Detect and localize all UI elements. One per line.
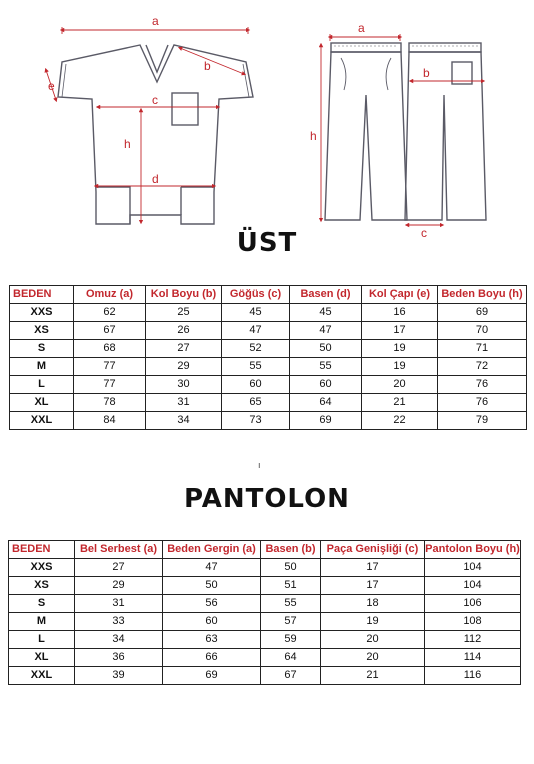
measure-cell: 47 bbox=[163, 559, 261, 577]
measure-cell: 27 bbox=[146, 340, 222, 358]
measure-cell: 45 bbox=[222, 304, 290, 322]
measure-cell: 112 bbox=[425, 631, 521, 649]
ust-header-cell: Omuz (a) bbox=[74, 286, 146, 304]
garment-diagram bbox=[0, 0, 534, 240]
top-label-h: h bbox=[124, 137, 131, 151]
ust-header-cell: BEDEN bbox=[10, 286, 74, 304]
top-label-c: c bbox=[152, 93, 158, 107]
measure-cell: 29 bbox=[75, 577, 163, 595]
measure-cell: 84 bbox=[74, 412, 146, 430]
size-cell: S bbox=[9, 595, 75, 613]
table-row bbox=[10, 412, 527, 430]
size-cell: XXL bbox=[10, 412, 74, 430]
size-cell: XS bbox=[10, 322, 74, 340]
measure-cell: 70 bbox=[438, 322, 527, 340]
ust-section-title: ÜST bbox=[236, 228, 298, 258]
table-row bbox=[10, 322, 527, 340]
measure-cell: 29 bbox=[146, 358, 222, 376]
measure-cell: 78 bbox=[74, 394, 146, 412]
measure-cell: 30 bbox=[146, 376, 222, 394]
size-cell: L bbox=[10, 376, 74, 394]
top-label-e: e bbox=[48, 79, 55, 93]
measure-cell: 27 bbox=[75, 559, 163, 577]
table-row bbox=[10, 358, 527, 376]
pant-header-cell: Bel Serbest (a) bbox=[75, 541, 163, 559]
ust-header-cell: Beden Boyu (h) bbox=[438, 286, 527, 304]
measure-cell: 66 bbox=[163, 649, 261, 667]
measure-cell: 17 bbox=[321, 559, 425, 577]
measure-cell: 20 bbox=[321, 649, 425, 667]
measure-cell: 104 bbox=[425, 577, 521, 595]
pant-header-cell: Paça Genişliği (c) bbox=[321, 541, 425, 559]
measure-cell: 62 bbox=[74, 304, 146, 322]
table-row bbox=[9, 559, 521, 577]
pants-label-a: a bbox=[358, 21, 365, 35]
table-row bbox=[10, 376, 527, 394]
top-label-b: b bbox=[204, 59, 211, 73]
measure-cell: 47 bbox=[290, 322, 362, 340]
pantolon-section-title: PANTOLON bbox=[184, 484, 350, 514]
pantolon-table-header bbox=[9, 541, 521, 559]
top-label-a: a bbox=[152, 14, 159, 28]
measure-cell: 79 bbox=[438, 412, 527, 430]
measure-cell: 39 bbox=[75, 667, 163, 685]
size-cell: S bbox=[10, 340, 74, 358]
measure-cell: 77 bbox=[74, 358, 146, 376]
measure-cell: 17 bbox=[321, 577, 425, 595]
measure-cell: 33 bbox=[75, 613, 163, 631]
measure-cell: 72 bbox=[438, 358, 527, 376]
measure-cell: 52 bbox=[222, 340, 290, 358]
table-row bbox=[10, 340, 527, 358]
table-row bbox=[9, 667, 521, 685]
measure-cell: 76 bbox=[438, 376, 527, 394]
ust-table-header bbox=[10, 286, 527, 304]
size-cell: M bbox=[10, 358, 74, 376]
size-cell: M bbox=[9, 613, 75, 631]
measure-cell: 50 bbox=[261, 559, 321, 577]
ust-header-cell: Kol Çapı (e) bbox=[362, 286, 438, 304]
pants-drawing bbox=[325, 43, 486, 220]
measure-cell: 64 bbox=[261, 649, 321, 667]
measure-cell: 55 bbox=[261, 595, 321, 613]
measure-cell: 71 bbox=[438, 340, 527, 358]
ust-table-body bbox=[10, 304, 527, 430]
measure-cell: 26 bbox=[146, 322, 222, 340]
measure-cell: 22 bbox=[362, 412, 438, 430]
size-cell: XXL bbox=[9, 667, 75, 685]
measure-cell: 104 bbox=[425, 559, 521, 577]
measure-cell: 68 bbox=[74, 340, 146, 358]
measure-cell: 34 bbox=[146, 412, 222, 430]
measure-cell: 51 bbox=[261, 577, 321, 595]
table-row bbox=[9, 649, 521, 667]
ust-header-cell: Kol Boyu (b) bbox=[146, 286, 222, 304]
table-row bbox=[9, 595, 521, 613]
measure-cell: 60 bbox=[163, 613, 261, 631]
size-cell: XXS bbox=[9, 559, 75, 577]
measure-cell: 21 bbox=[362, 394, 438, 412]
ust-size-table bbox=[9, 285, 527, 430]
pant-header-cell: Basen (b) bbox=[261, 541, 321, 559]
measure-cell: 17 bbox=[362, 322, 438, 340]
measure-cell: 114 bbox=[425, 649, 521, 667]
measure-cell: 106 bbox=[425, 595, 521, 613]
top-garment-drawing bbox=[58, 45, 253, 224]
measure-cell: 76 bbox=[438, 394, 527, 412]
pant-header-cell: BEDEN bbox=[9, 541, 75, 559]
measure-cell: 18 bbox=[321, 595, 425, 613]
pants-label-c: c bbox=[421, 226, 427, 240]
measure-cell: 60 bbox=[290, 376, 362, 394]
measure-cell: 65 bbox=[222, 394, 290, 412]
measure-cell: 19 bbox=[362, 340, 438, 358]
pantolon-size-table bbox=[8, 540, 521, 685]
pantolon-table-body bbox=[9, 559, 521, 685]
measure-cell: 57 bbox=[261, 613, 321, 631]
measure-cell: 36 bbox=[75, 649, 163, 667]
measure-cell: 77 bbox=[74, 376, 146, 394]
measure-cell: 69 bbox=[163, 667, 261, 685]
measure-cell: 47 bbox=[222, 322, 290, 340]
measure-cell: 50 bbox=[163, 577, 261, 595]
measure-cell: 64 bbox=[290, 394, 362, 412]
measure-cell: 69 bbox=[290, 412, 362, 430]
pant-header-cell: Beden Gergin (a) bbox=[163, 541, 261, 559]
measure-cell: 19 bbox=[321, 613, 425, 631]
top-label-d: d bbox=[152, 172, 159, 186]
measure-cell: 50 bbox=[290, 340, 362, 358]
measure-cell: 21 bbox=[321, 667, 425, 685]
measure-cell: 73 bbox=[222, 412, 290, 430]
ust-header-cell: Basen (d) bbox=[290, 286, 362, 304]
size-cell: XL bbox=[10, 394, 74, 412]
measure-cell: 31 bbox=[75, 595, 163, 613]
measure-cell: 55 bbox=[290, 358, 362, 376]
size-cell: L bbox=[9, 631, 75, 649]
measure-cell: 56 bbox=[163, 595, 261, 613]
table-row bbox=[9, 631, 521, 649]
size-cell: XS bbox=[9, 577, 75, 595]
measure-cell: 59 bbox=[261, 631, 321, 649]
measure-cell: 63 bbox=[163, 631, 261, 649]
pants-label-h: h bbox=[310, 129, 317, 143]
measure-cell: 16 bbox=[362, 304, 438, 322]
size-cell: XXS bbox=[10, 304, 74, 322]
measure-cell: 60 bbox=[222, 376, 290, 394]
measure-cell: 20 bbox=[321, 631, 425, 649]
measure-cell: 69 bbox=[438, 304, 527, 322]
measure-cell: 31 bbox=[146, 394, 222, 412]
separator-mark: ı bbox=[258, 460, 261, 470]
measure-cell: 45 bbox=[290, 304, 362, 322]
measure-cell: 67 bbox=[261, 667, 321, 685]
table-row bbox=[10, 304, 527, 322]
pant-header-cell: Pantolon Boyu (h) bbox=[425, 541, 521, 559]
measure-cell: 25 bbox=[146, 304, 222, 322]
measure-cell: 55 bbox=[222, 358, 290, 376]
pants-label-b: b bbox=[423, 66, 430, 80]
measure-cell: 116 bbox=[425, 667, 521, 685]
measure-cell: 19 bbox=[362, 358, 438, 376]
size-cell: XL bbox=[9, 649, 75, 667]
measure-cell: 20 bbox=[362, 376, 438, 394]
measure-cell: 108 bbox=[425, 613, 521, 631]
table-row bbox=[10, 394, 527, 412]
measure-cell: 67 bbox=[74, 322, 146, 340]
table-row bbox=[9, 577, 521, 595]
ust-header-cell: Göğüs (c) bbox=[222, 286, 290, 304]
table-row bbox=[9, 613, 521, 631]
measure-cell: 34 bbox=[75, 631, 163, 649]
